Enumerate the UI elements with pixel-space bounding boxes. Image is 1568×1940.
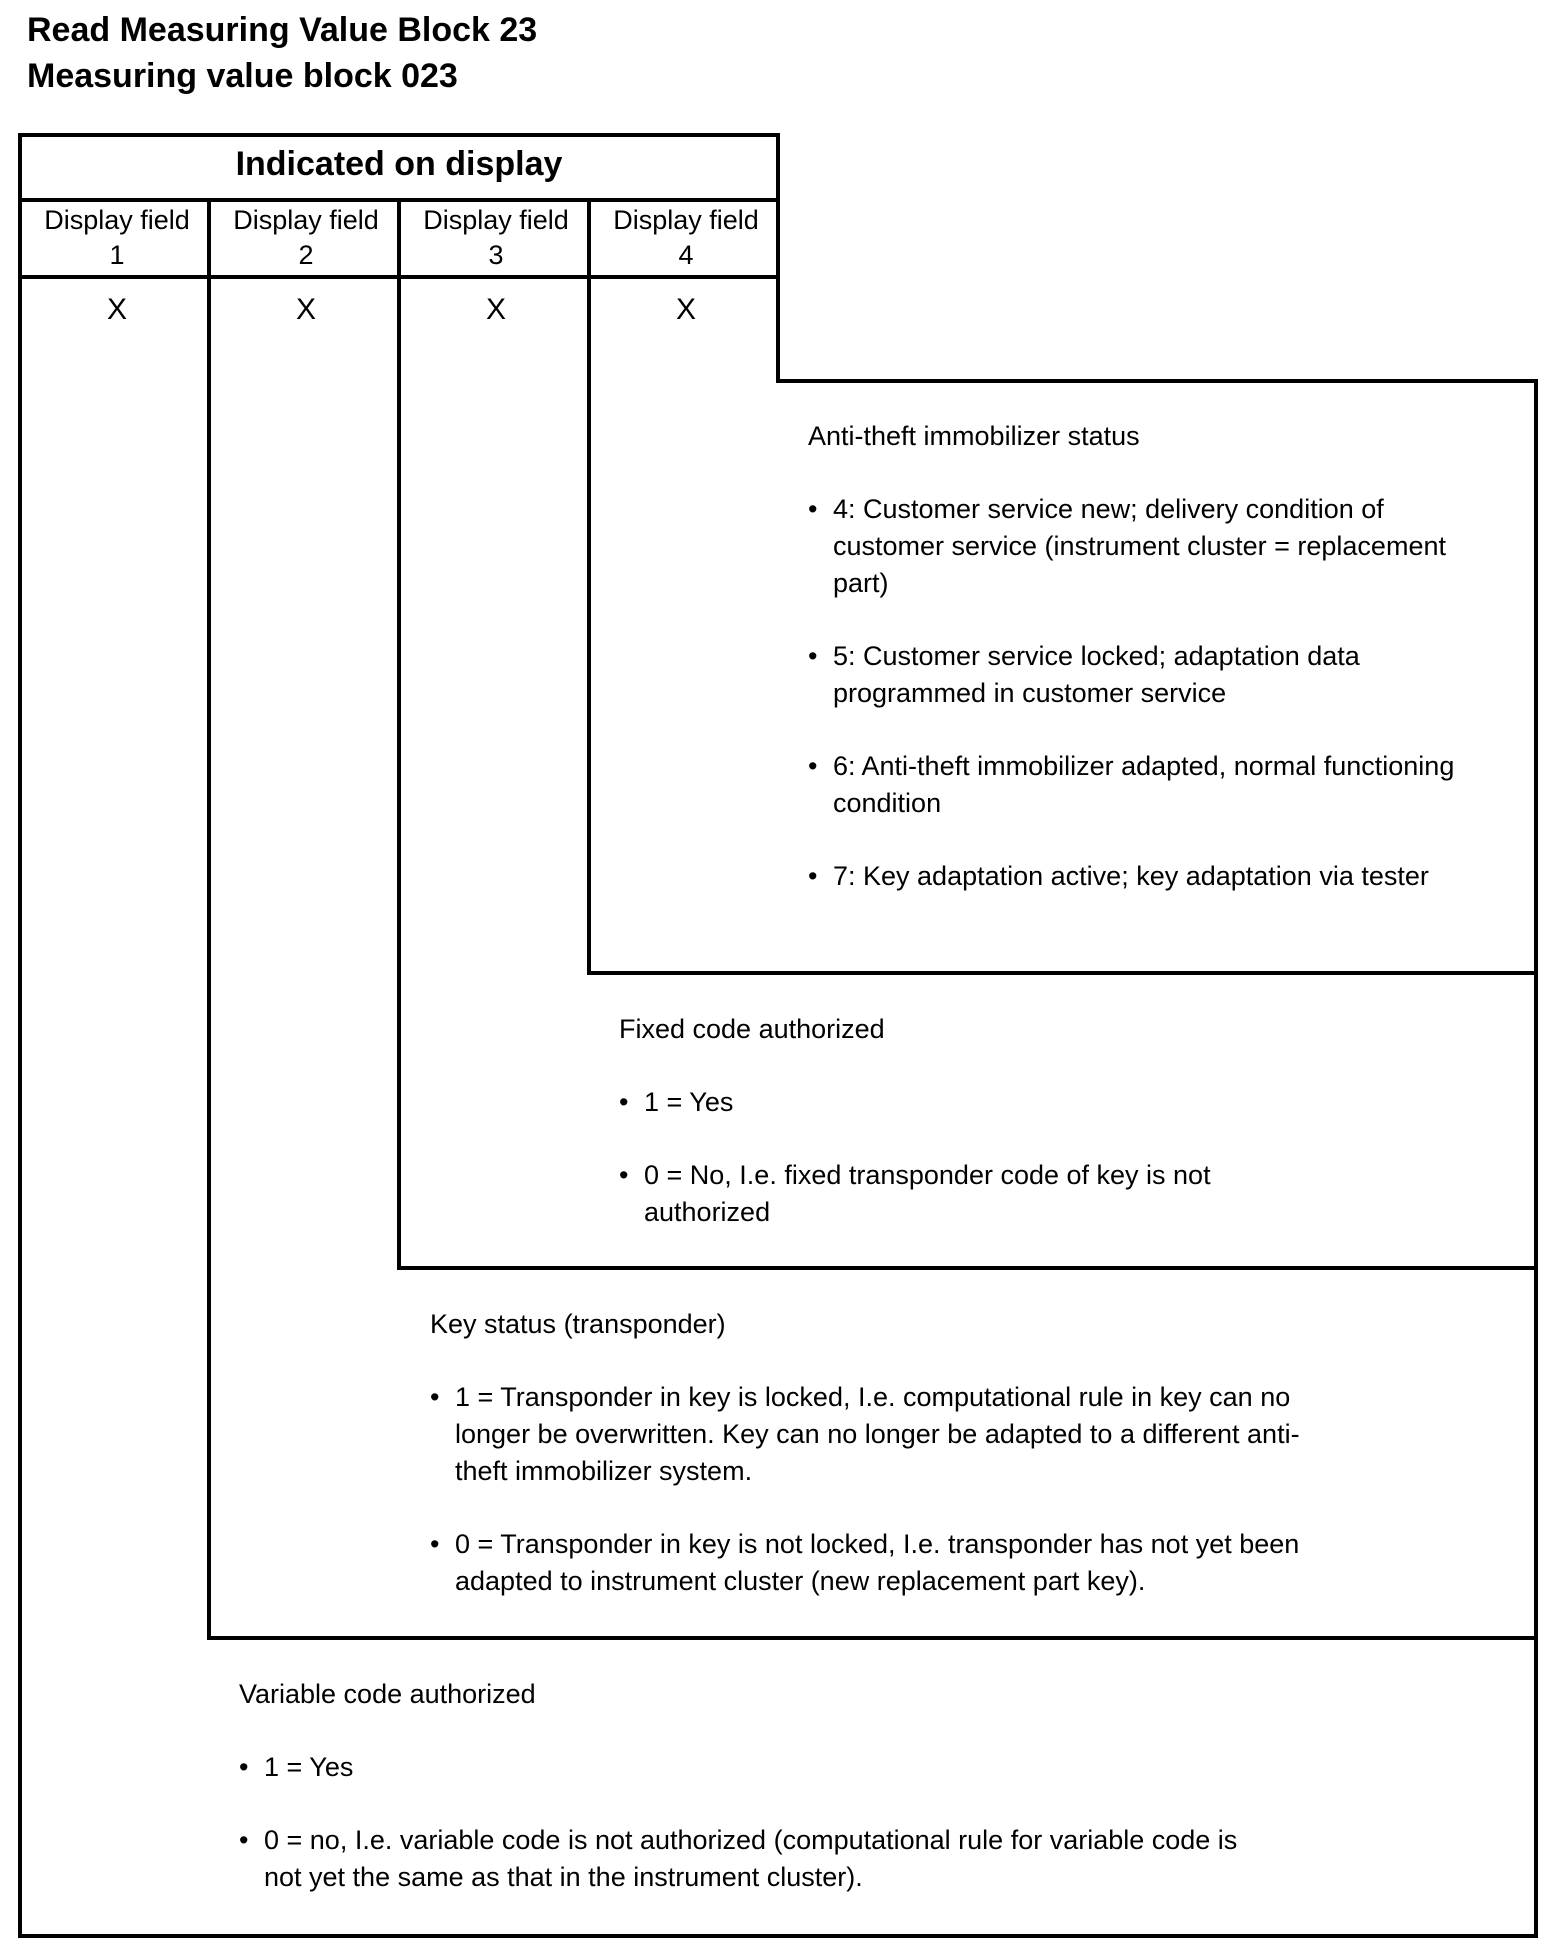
section-variable-code <box>239 1676 1279 1896</box>
list-item <box>430 1379 1320 1490</box>
display-field-3-label: Display field <box>423 205 569 235</box>
table-header: Indicated on display <box>235 145 563 183</box>
section-list <box>239 1749 1279 1896</box>
bullet: • <box>808 751 818 781</box>
bullet: • <box>430 1529 440 1559</box>
display-field-4-value: X <box>675 293 696 326</box>
display-field-1-header <box>22 203 212 273</box>
bullet: • <box>808 861 818 891</box>
bullet: • <box>808 494 818 524</box>
list-item <box>808 748 1488 822</box>
section-list <box>619 1084 1299 1231</box>
section-list <box>430 1379 1320 1600</box>
outer-right-border <box>1534 379 1538 1938</box>
bullet: • <box>619 1087 629 1117</box>
display-field-2-number: 2 <box>298 240 314 270</box>
list-item-text: 1 = Yes <box>644 1087 734 1117</box>
list-item <box>430 1526 1320 1600</box>
display-field-2-header <box>211 203 401 273</box>
display-field-2-value: X <box>295 293 316 326</box>
outer-left-border <box>18 133 22 1938</box>
field2-box-bottom <box>207 1636 1538 1640</box>
display-field-3-header <box>401 203 591 273</box>
section-title: Fixed code authorized <box>619 1014 885 1044</box>
list-item-text: 0 = No, I.e. fixed transponder code of key is not authorized <box>644 1160 1211 1227</box>
section-fixed-code <box>619 1011 1299 1231</box>
section-title: Anti-theft immobilizer status <box>808 421 1140 451</box>
list-item-text: 4: Customer service new; delivery condition of customer service (instrument cluster = replacement part) <box>833 494 1446 598</box>
display-field-4-number: 4 <box>678 240 694 270</box>
list-item <box>619 1157 1299 1231</box>
display-field-1-label: Display field <box>44 205 190 235</box>
section-anti-theft-status <box>808 418 1488 895</box>
column-divider-2 <box>397 198 401 1270</box>
field4-box-bottom <box>587 971 1538 975</box>
field4-box-top <box>776 379 1538 383</box>
list-item-text: 6: Anti-theft immobilizer adapted, normal functioning condition <box>833 751 1455 818</box>
display-field-1-number: 1 <box>109 240 125 270</box>
list-item <box>239 1749 1279 1786</box>
display-field-2-label: Display field <box>233 205 379 235</box>
list-item-text: 0 = no, I.e. variable code is not authorized (computational rule for variable code is not yet the same as that in the instrument cluster). <box>264 1825 1238 1892</box>
display-field-3-number: 3 <box>488 240 504 270</box>
page-subtitle: Measuring value block 023 <box>27 57 458 95</box>
column-divider-1 <box>207 198 211 1640</box>
list-item-text: 5: Customer service locked; adaptation data programmed in customer service <box>833 641 1360 708</box>
bullet: • <box>239 1825 249 1855</box>
list-item-text: 1 = Yes <box>264 1752 354 1782</box>
section-list <box>808 491 1488 895</box>
bullet: • <box>619 1160 629 1190</box>
list-item <box>808 638 1488 712</box>
list-item-text: 0 = Transponder in key is not locked, I.e. transponder has not yet been adapted to instrument cluster (new replacement part key). <box>455 1529 1300 1596</box>
section-title: Variable code authorized <box>239 1679 536 1709</box>
list-item-text: 1 = Transponder in key is locked, I.e. computational rule in key can no longer be overwritten. Key can no longer be adapted to a different anti-theft immobilizer system. <box>455 1382 1300 1486</box>
section-title: Key status (transponder) <box>430 1309 726 1339</box>
page-title: Read Measuring Value Block 23 <box>27 11 538 49</box>
header-top-border <box>18 133 780 137</box>
list-item <box>239 1822 1279 1896</box>
bullet: • <box>808 641 818 671</box>
display-field-4-header <box>591 203 781 273</box>
list-item <box>619 1084 1299 1121</box>
list-item-text: 7: Key adaptation active; key adaptation via tester <box>833 861 1429 891</box>
field3-box-bottom <box>397 1266 1538 1270</box>
list-item <box>808 491 1488 602</box>
bullet: • <box>239 1752 249 1782</box>
list-item <box>808 858 1488 895</box>
display-field-3-value: X <box>485 293 506 326</box>
display-field-4-label: Display field <box>613 205 759 235</box>
bullet: • <box>430 1382 440 1412</box>
outer-bottom-border <box>18 1934 1538 1938</box>
display-field-1-value: X <box>106 293 127 326</box>
section-key-status <box>430 1306 1320 1600</box>
